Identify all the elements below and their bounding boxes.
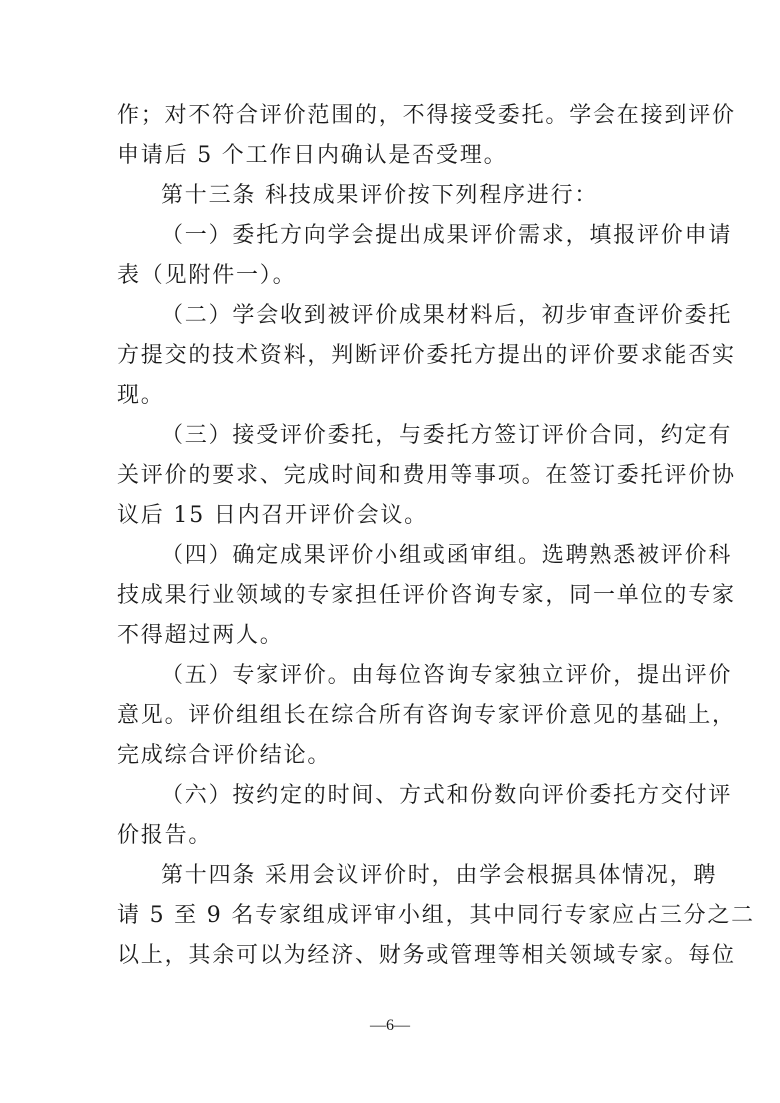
text-line: 表（见附件一）。 <box>117 263 297 288</box>
text-line: 第十四条 采用会议评价时，由学会根据具体情况，聘 <box>161 863 718 888</box>
text-line: 技成果行业领域的专家担任评价咨询专家，同一单位的专家 <box>117 583 736 608</box>
text-line: 第十三条 科技成果评价按下列程序进行： <box>161 183 599 208</box>
text-line: 方提交的技术资料，判断评价委托方提出的评价要求能否实 <box>117 343 736 368</box>
text-line: （二）学会收到被评价成果材料后，初步审查评价委托 <box>161 303 733 328</box>
page-number: —6— <box>370 1017 410 1034</box>
text-line: （一）委托方向学会提出成果评价需求，填报评价申请 <box>161 223 733 248</box>
text-line: 议后 15 日内召开评价会议。 <box>117 503 428 528</box>
text-line: 申请后 5 个工作日内确认是否受理。 <box>117 143 508 168</box>
text-line: （三）接受评价委托，与委托方签订评价合同，约定有 <box>161 423 733 448</box>
text-line: 关评价的要求、完成时间和费用等事项。在签订委托评价协 <box>117 463 736 488</box>
text-line: 完成综合评价结论。 <box>117 743 332 768</box>
text-line: 请 5 至 9 名专家组成评审小组，其中同行专家应占三分之二 <box>117 903 755 928</box>
text-line: （五）专家评价。由每位咨询专家独立评价，提出评价 <box>161 663 733 688</box>
text-line: （四）确定成果评价小组或函审组。选聘熟悉被评价科 <box>161 543 733 568</box>
text-line: 价报告。 <box>117 823 213 848</box>
text-line: 意见。评价组组长在综合所有咨询专家评价意见的基础上， <box>117 703 736 728</box>
text-line: 作；对不符合评价范围的，不得接受委托。学会在接到评价 <box>117 103 736 128</box>
text-line: （六）按约定的时间、方式和份数向评价委托方交付评 <box>161 783 733 808</box>
text-line: 不得超过两人。 <box>117 623 284 648</box>
text-line-last: 以上，其余可以为经济、财务或管理等相关领域专家。每位 <box>117 943 736 968</box>
text-line: 现。 <box>117 383 165 408</box>
